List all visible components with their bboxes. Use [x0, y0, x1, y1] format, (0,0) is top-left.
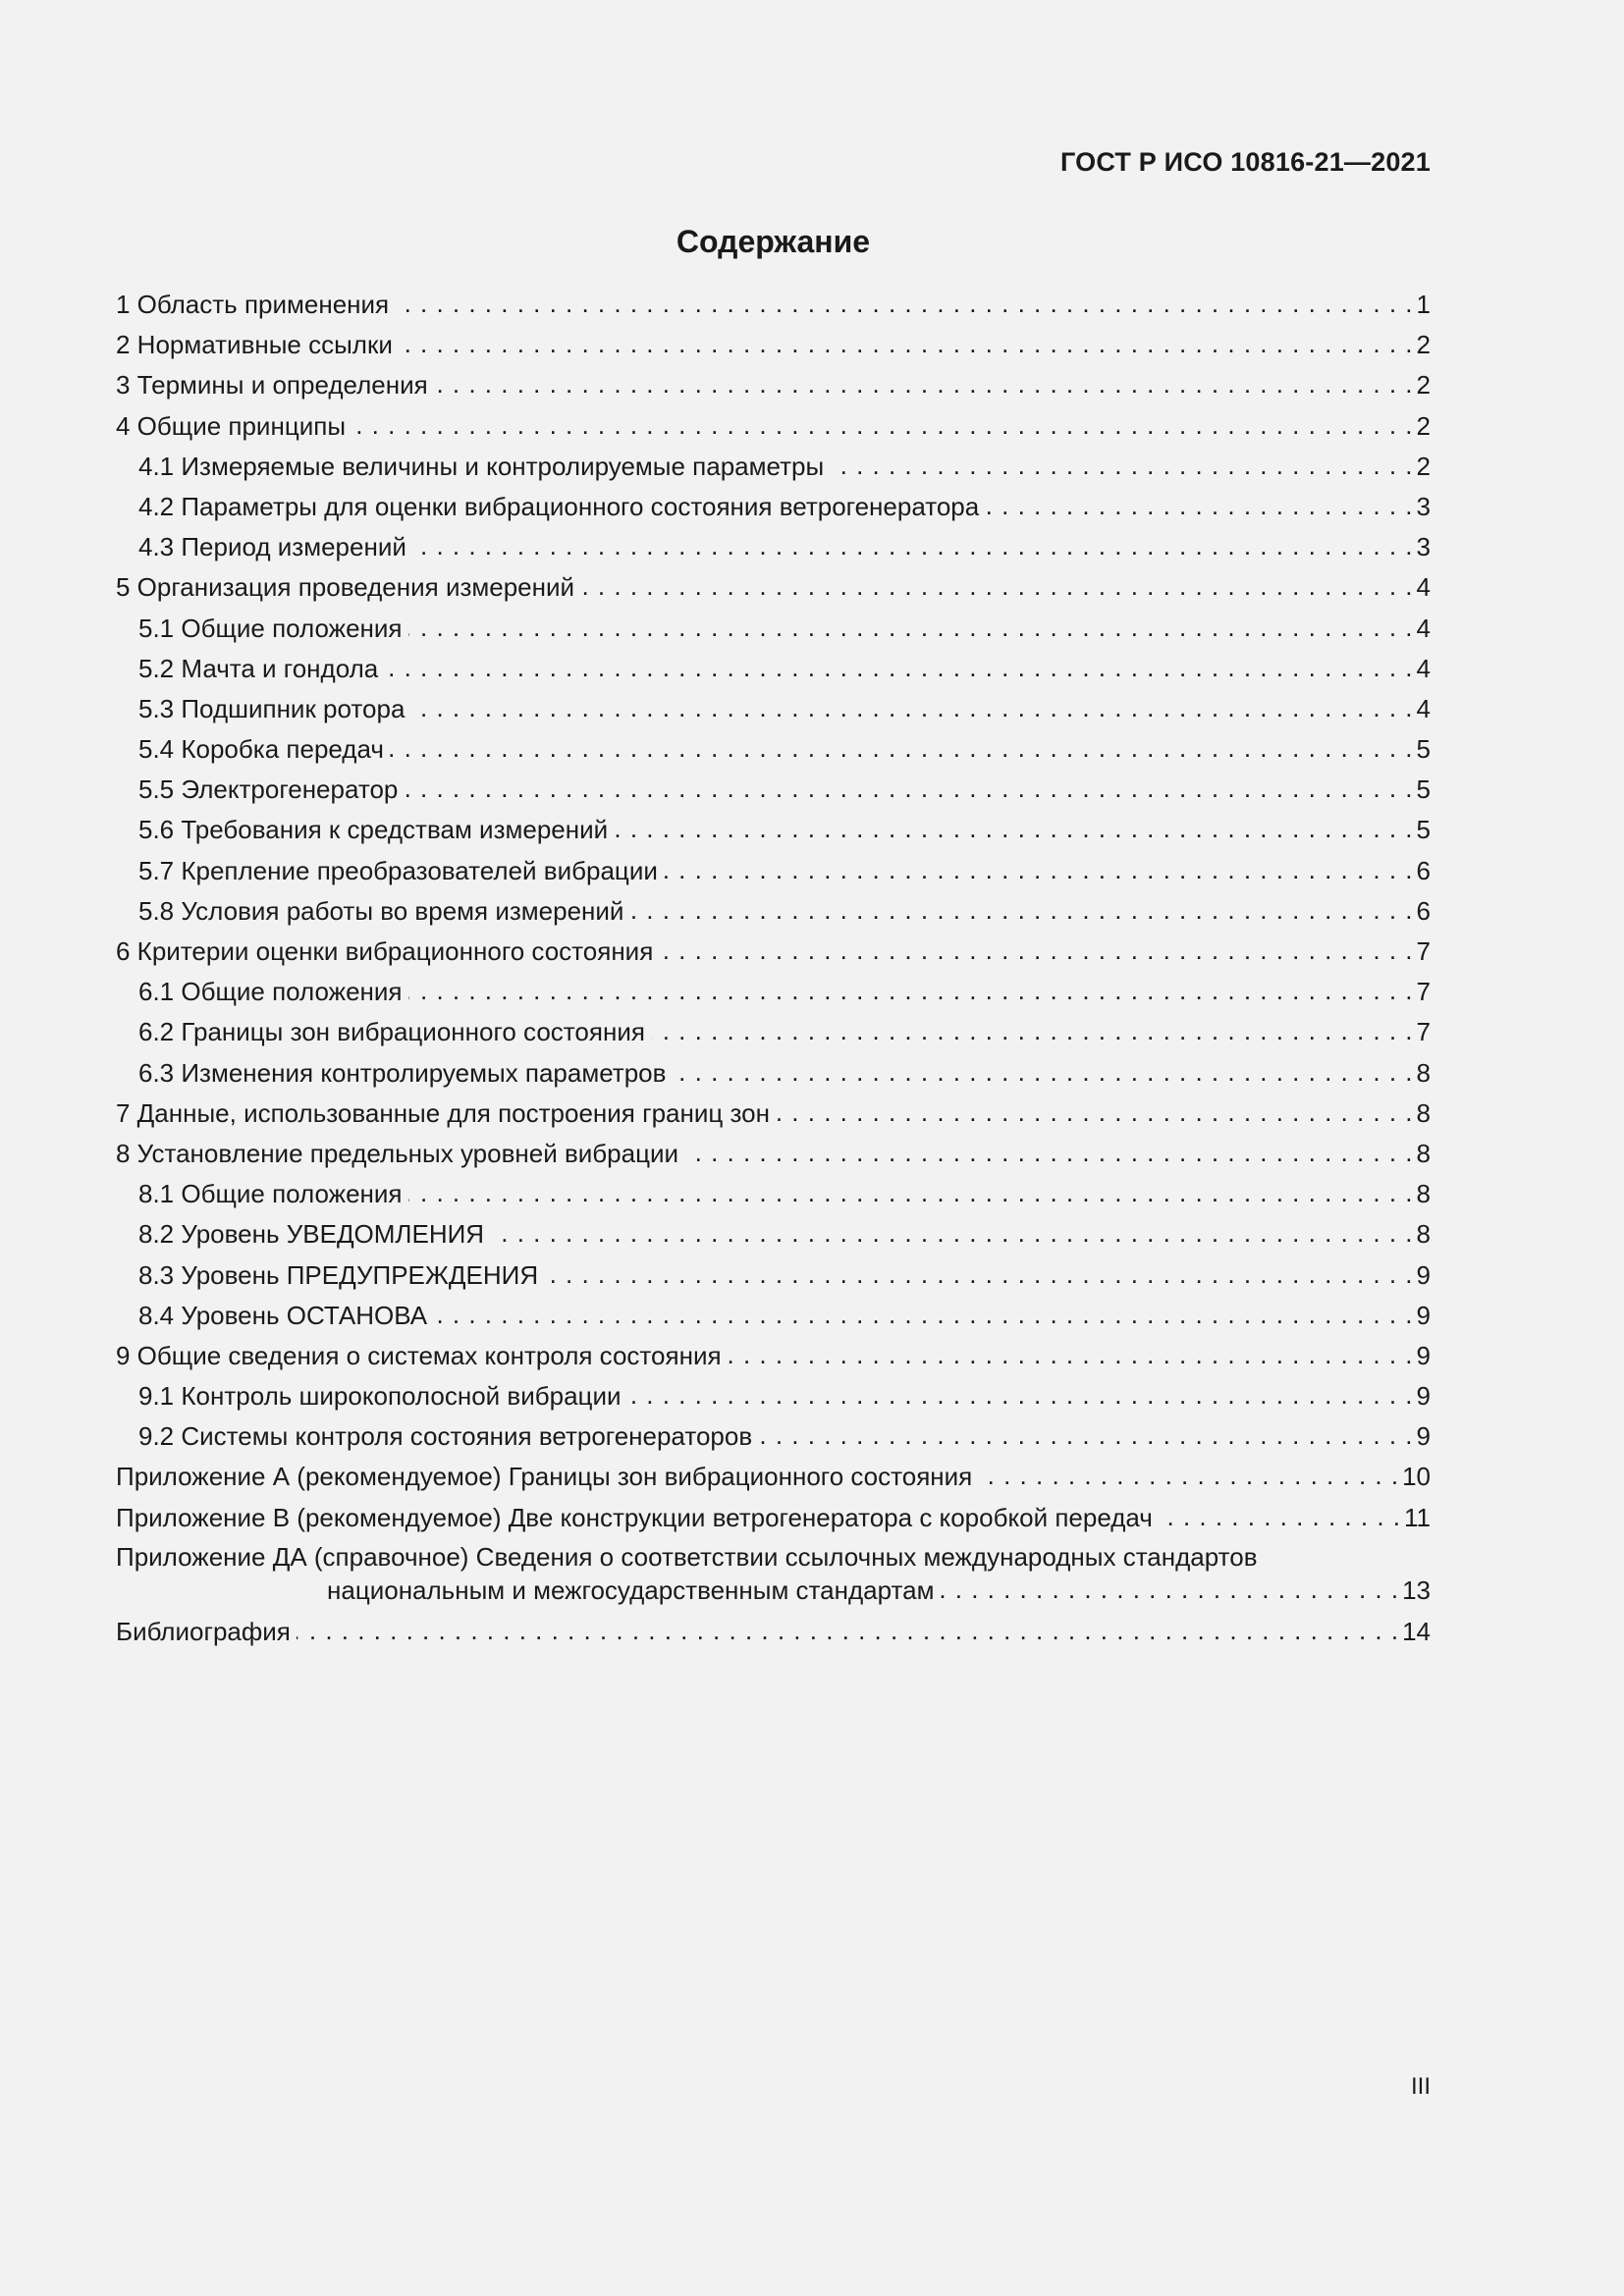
- toc-entry[interactable]: [116, 567, 1431, 608]
- toc-entry-label: 5.2 Мачта и гондола: [138, 653, 379, 683]
- toc-entry[interactable]: [116, 770, 1431, 810]
- toc-entry-page: 7: [1416, 1017, 1431, 1047]
- dot-leader: [758, 1415, 1413, 1456]
- toc-entry-page: 5: [1416, 774, 1431, 805]
- toc-entry[interactable]: [116, 365, 1431, 405]
- toc-entry-label: 5.1 Общие положения: [138, 613, 403, 643]
- toc-entry-page: 10: [1402, 1462, 1431, 1492]
- dot-leader: [580, 566, 1413, 607]
- toc-entry-label: 4.2 Параметры для оценки вибрационного состояния ветрогенератора: [138, 491, 980, 521]
- toc-entry-page: 7: [1416, 936, 1431, 966]
- dot-leader: [627, 1375, 1414, 1415]
- toc-entry-page: 7: [1416, 977, 1431, 1007]
- toc-entry-continuation: [116, 1574, 1431, 1607]
- toc-title: Содержание: [676, 224, 871, 259]
- dot-leader: [1159, 1497, 1401, 1537]
- toc-entry[interactable]: [116, 609, 1431, 649]
- toc-entry-label: 4.3 Период измерений: [138, 532, 406, 562]
- toc-entry-page: 2: [1416, 410, 1431, 441]
- toc-entry[interactable]: [116, 1376, 1431, 1416]
- toc-entry-label: 1 Область применения: [116, 290, 390, 319]
- dot-leader: [352, 405, 1414, 446]
- toc-entry-page: 3: [1416, 491, 1431, 521]
- toc-entry-page: 8: [1416, 1097, 1431, 1128]
- toc-entry-label: 5.7 Крепление преобразователей вибрации: [138, 855, 658, 885]
- dot-leader: [728, 1335, 1414, 1375]
- toc-entry-page: 13: [1402, 1575, 1431, 1605]
- toc-entry-label: 9.1 Контроль широкополосной вибрации: [138, 1381, 622, 1412]
- toc-entry[interactable]: [116, 649, 1431, 689]
- toc-entry[interactable]: [116, 1416, 1431, 1457]
- toc-entry[interactable]: [116, 972, 1431, 1012]
- toc-entry[interactable]: [116, 851, 1431, 891]
- dot-leader: [629, 890, 1413, 931]
- toc-entry-page: 9: [1416, 1381, 1431, 1412]
- toc-entry-label: 5.5 Электрогенератор: [138, 774, 399, 805]
- toc-entry-label: 2 Нормативные ссылки: [116, 330, 393, 360]
- toc-entry[interactable]: [116, 447, 1431, 487]
- dot-leader: [776, 1093, 1414, 1133]
- toc-entry-page: 5: [1416, 734, 1431, 765]
- toc-entry-page: 8: [1416, 1057, 1431, 1088]
- toc-entry-label: 6.3 Изменения контролируемых параметров: [138, 1057, 667, 1088]
- toc-entry-page: 2: [1416, 370, 1431, 400]
- toc-entry[interactable]: [116, 406, 1431, 447]
- dot-leader: [830, 446, 1413, 486]
- toc-entry-label-cont: национальным и межгосударственным стандартам: [327, 1575, 935, 1605]
- toc-entry-label: 7 Данные, использованные для построения границ зон: [116, 1097, 770, 1128]
- toc-entry[interactable]: [116, 1457, 1431, 1497]
- toc-entry[interactable]: [116, 325, 1431, 365]
- dot-leader: [395, 284, 1413, 324]
- dot-leader: [940, 1573, 1399, 1606]
- toc-entry[interactable]: [116, 1134, 1431, 1174]
- toc-entry-page: 8: [1416, 1138, 1431, 1168]
- toc-entry-label: 5.6 Требования к средствам измерений: [138, 815, 609, 845]
- toc-entry[interactable]: [116, 729, 1431, 770]
- toc-entry[interactable]: [116, 810, 1431, 850]
- dot-leader: [410, 688, 1413, 728]
- toc-entry-page: 4: [1416, 693, 1431, 723]
- toc-entry[interactable]: [116, 1094, 1431, 1134]
- toc-entry-label: 9 Общие сведения о системах контроля состояния: [116, 1340, 722, 1370]
- toc-entry-page: 9: [1416, 1421, 1431, 1452]
- dot-leader: [412, 526, 1414, 566]
- toc-entry-label: Приложение ДА (справочное) Сведения о соответствии ссылочных международных стандартов: [116, 1541, 1258, 1572]
- toc-entry-label: 3 Термины и определения: [116, 370, 428, 400]
- toc-entry-page: 1: [1416, 290, 1431, 319]
- dot-leader: [433, 1295, 1413, 1335]
- toc-entry-bibliography[interactable]: [116, 1612, 1431, 1652]
- toc-entry-label: Библиография: [116, 1616, 291, 1646]
- dot-leader: [659, 931, 1413, 971]
- toc-entry-page: 9: [1416, 1259, 1431, 1290]
- dot-leader: [490, 1213, 1413, 1254]
- toc-entry-page: 14: [1402, 1616, 1431, 1646]
- dot-leader: [434, 364, 1414, 404]
- toc-entry[interactable]: [116, 285, 1431, 325]
- toc-entry-page: 4: [1416, 653, 1431, 683]
- dot-leader: [672, 1052, 1413, 1093]
- toc-entry-label: 6.1 Общие положения: [138, 977, 403, 1007]
- toc-entry-page: 3: [1416, 532, 1431, 562]
- toc-entry-label: 6.2 Границы зон вибрационного состояния: [138, 1017, 645, 1047]
- toc-entry-page: 8: [1416, 1179, 1431, 1209]
- toc-entry-page: 11: [1404, 1502, 1431, 1532]
- toc-entry[interactable]: [116, 1255, 1431, 1296]
- dot-leader: [408, 1173, 1414, 1213]
- dot-leader: [297, 1611, 1399, 1651]
- dot-leader: [384, 648, 1413, 688]
- toc-entry[interactable]: [116, 1498, 1431, 1538]
- toc-entry-label: 5.3 Подшипник ротора: [138, 693, 406, 723]
- table-of-contents: [116, 285, 1431, 1652]
- toc-entry[interactable]: [116, 527, 1431, 567]
- toc-entry-label: 8 Установление предельных уровней вибрации: [116, 1138, 679, 1168]
- dot-leader: [399, 324, 1414, 364]
- dot-leader: [978, 1456, 1399, 1496]
- toc-entry-label: 4.1 Измеряемые величины и контролируемые параметры: [138, 451, 825, 481]
- toc-entry-label: 5.4 Коробка передач: [138, 734, 384, 765]
- toc-entry[interactable]: [116, 1174, 1431, 1214]
- toc-entry-label: 8.3 Уровень ПРЕДУПРЕЖДЕНИЯ: [138, 1259, 539, 1290]
- toc-entry-label: 6 Критерии оценки вибрационного состояния: [116, 936, 654, 966]
- toc-entry-page: 9: [1416, 1300, 1431, 1330]
- toc-entry[interactable]: [116, 1214, 1431, 1255]
- toc-entry-label: 8.4 Уровень ОСТАНОВА: [138, 1300, 428, 1330]
- dot-leader: [390, 728, 1414, 769]
- toc-entry-label: 8.1 Общие положения: [138, 1179, 403, 1209]
- toc-entry[interactable]: [116, 1336, 1431, 1376]
- toc-entry[interactable]: [116, 1296, 1431, 1336]
- dot-leader: [544, 1255, 1413, 1295]
- dot-leader: [614, 809, 1413, 849]
- toc-entry-page: 6: [1416, 855, 1431, 885]
- toc-entry[interactable]: [116, 932, 1431, 972]
- toc-entry[interactable]: [116, 1012, 1431, 1052]
- toc-entry-label: Приложение А (рекомендуемое) Границы зон вибрационного состояния: [116, 1462, 973, 1492]
- toc-entry-label: 8.2 Уровень УВЕДОМЛЕНИЯ: [138, 1219, 485, 1250]
- toc-entry[interactable]: [116, 891, 1431, 932]
- dot-leader: [408, 971, 1414, 1011]
- dot-leader: [408, 608, 1414, 648]
- toc-entry[interactable]: [116, 487, 1431, 527]
- toc-entry-page: 8: [1416, 1219, 1431, 1250]
- toc-entry-appendix-da[interactable]: [116, 1538, 1431, 1612]
- page-number: III: [1410, 2073, 1431, 2100]
- toc-entry-label: 5 Организация проведения измерений: [116, 572, 575, 603]
- toc-entry[interactable]: [116, 689, 1431, 729]
- dot-leader: [664, 850, 1414, 890]
- toc-entry-page: 2: [1416, 451, 1431, 481]
- toc-entry-label: 9.2 Системы контроля состояния ветрогенераторов: [138, 1421, 753, 1452]
- dot-leader: [404, 769, 1413, 809]
- toc-entry-label: 5.8 Условия работы во время измерений: [138, 895, 624, 926]
- toc-entry-label: 4 Общие принципы: [116, 410, 346, 441]
- dot-leader: [684, 1133, 1413, 1173]
- toc-entry-page: 4: [1416, 572, 1431, 603]
- toc-entry-page: 5: [1416, 815, 1431, 845]
- toc-entry-page: 9: [1416, 1340, 1431, 1370]
- document-code-header: ГОСТ Р ИСО 10816-21—2021: [1060, 147, 1431, 177]
- toc-entry-page: 2: [1416, 330, 1431, 360]
- toc-entry[interactable]: [116, 1053, 1431, 1094]
- toc-entry-label: Приложение В (рекомендуемое) Две конструкции ветрогенератора с коробкой передач: [116, 1502, 1153, 1532]
- toc-entry-page: 4: [1416, 613, 1431, 643]
- toc-entry-page: 6: [1416, 895, 1431, 926]
- dot-leader: [651, 1011, 1414, 1051]
- dot-leader: [985, 486, 1413, 526]
